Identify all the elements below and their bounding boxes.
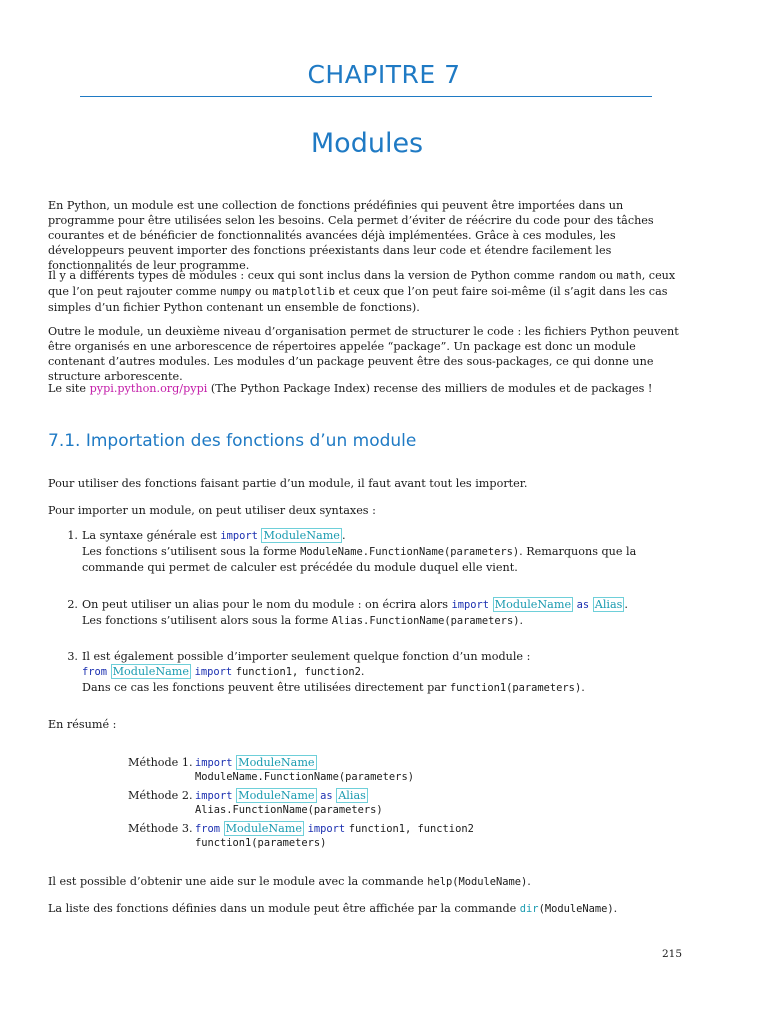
intro-paragraph-2: Il y a différents types de modules : ceux qui sont inclus dans la version de Python comme random ou math, ceux que l’on peut rajouter comme numpy ou matplotlib et ceux que l’on peut faire soi-même (il s’agit dans les cas simples d’un fichier Python contenant un ensemble de fonctions).: [48, 269, 676, 314]
resume-label: En résumé :: [48, 718, 117, 731]
intro-paragraph-4: Le site pypi.python.org/pypi (The Python Package Index) recense des milliers de modules et de packages !: [48, 382, 653, 395]
syntax-item-3: 3. Il est également possible d’importer seulement quelque fonction d’un module : from ModuleName import function1, function2. Dans ce cas les fonctions peuvent être utilisées directement par function1(parameters).: [67, 650, 585, 694]
modulename-link[interactable]: ModuleName: [238, 789, 315, 802]
alias-link[interactable]: Alias: [594, 598, 623, 611]
section-paragraph-1: Pour utiliser des fonctions faisant partie d’un module, il faut avant tout les importer.: [48, 477, 528, 490]
intro-paragraph-1: En Python, un module est une collection de fonctions prédéfinies qui peuvent être importées dans un programme pour être utilisées selon les besoins. Cela permet d’éviter de réécrire du code pour des tâches courantes et de bénéficier de fonctionnalités avancées déjà implémentées. Grâce à ces modules, les développeurs peuvent importer des fonctions préexistants dans leur code et étendre facilement les fonctionnalités de leur programme.: [48, 199, 654, 272]
syntax-item-2: 2. On peut utiliser un alias pour le nom du module : on écrira alors import ModuleName as Alias . Les fonctions s’utilisent alors sous la forme Alias.FunctionName(parameters).: [67, 598, 628, 627]
chapter-title: Modules: [310, 128, 424, 159]
modulename-link[interactable]: ModuleName: [112, 665, 190, 678]
dir-paragraph: La liste des fonctions définies dans un module peut être affichée par la commande dir(ModuleName).: [48, 902, 618, 915]
pypi-link[interactable]: pypi.python.org/pypi: [89, 382, 208, 395]
intro-paragraph-3: Outre le module, un deuxième niveau d’organisation permet de structurer le code : les fichiers Python peuvent être organisés en une arborescence de répertoires appelée “package”. Un package est donc un module contenant d’autres modules. Les modules d’un package peuvent être des sous-packages, ce qui donne une structure arborescente.: [48, 325, 679, 383]
chapter-label: CHAPITRE 7: [307, 60, 461, 89]
section-heading: 7.1. Importation des fonctions d’un module: [48, 431, 417, 451]
modulename-link[interactable]: ModuleName: [225, 822, 303, 835]
modulename-link[interactable]: ModuleName: [238, 756, 315, 769]
chapter-rule: [80, 96, 652, 97]
syntax-item-1: 1. La syntaxe générale est import ModuleName . Les fonctions s’utilisent sous la forme ModuleName.FunctionName(parameters). Remarquons que la commande qui permet de calculer est précédée du module duquel elle vient.: [67, 529, 637, 574]
modulename-link[interactable]: ModuleName: [494, 598, 572, 611]
alias-link[interactable]: Alias: [338, 789, 366, 802]
modulename-link[interactable]: ModuleName: [263, 529, 340, 542]
section-paragraph-2: Pour importer un module, on peut utiliser deux syntaxes :: [48, 504, 376, 517]
page-number: 215: [661, 948, 682, 960]
help-paragraph: Il est possible d’obtenir une aide sur le module avec la commande help(ModuleName).: [48, 875, 531, 888]
